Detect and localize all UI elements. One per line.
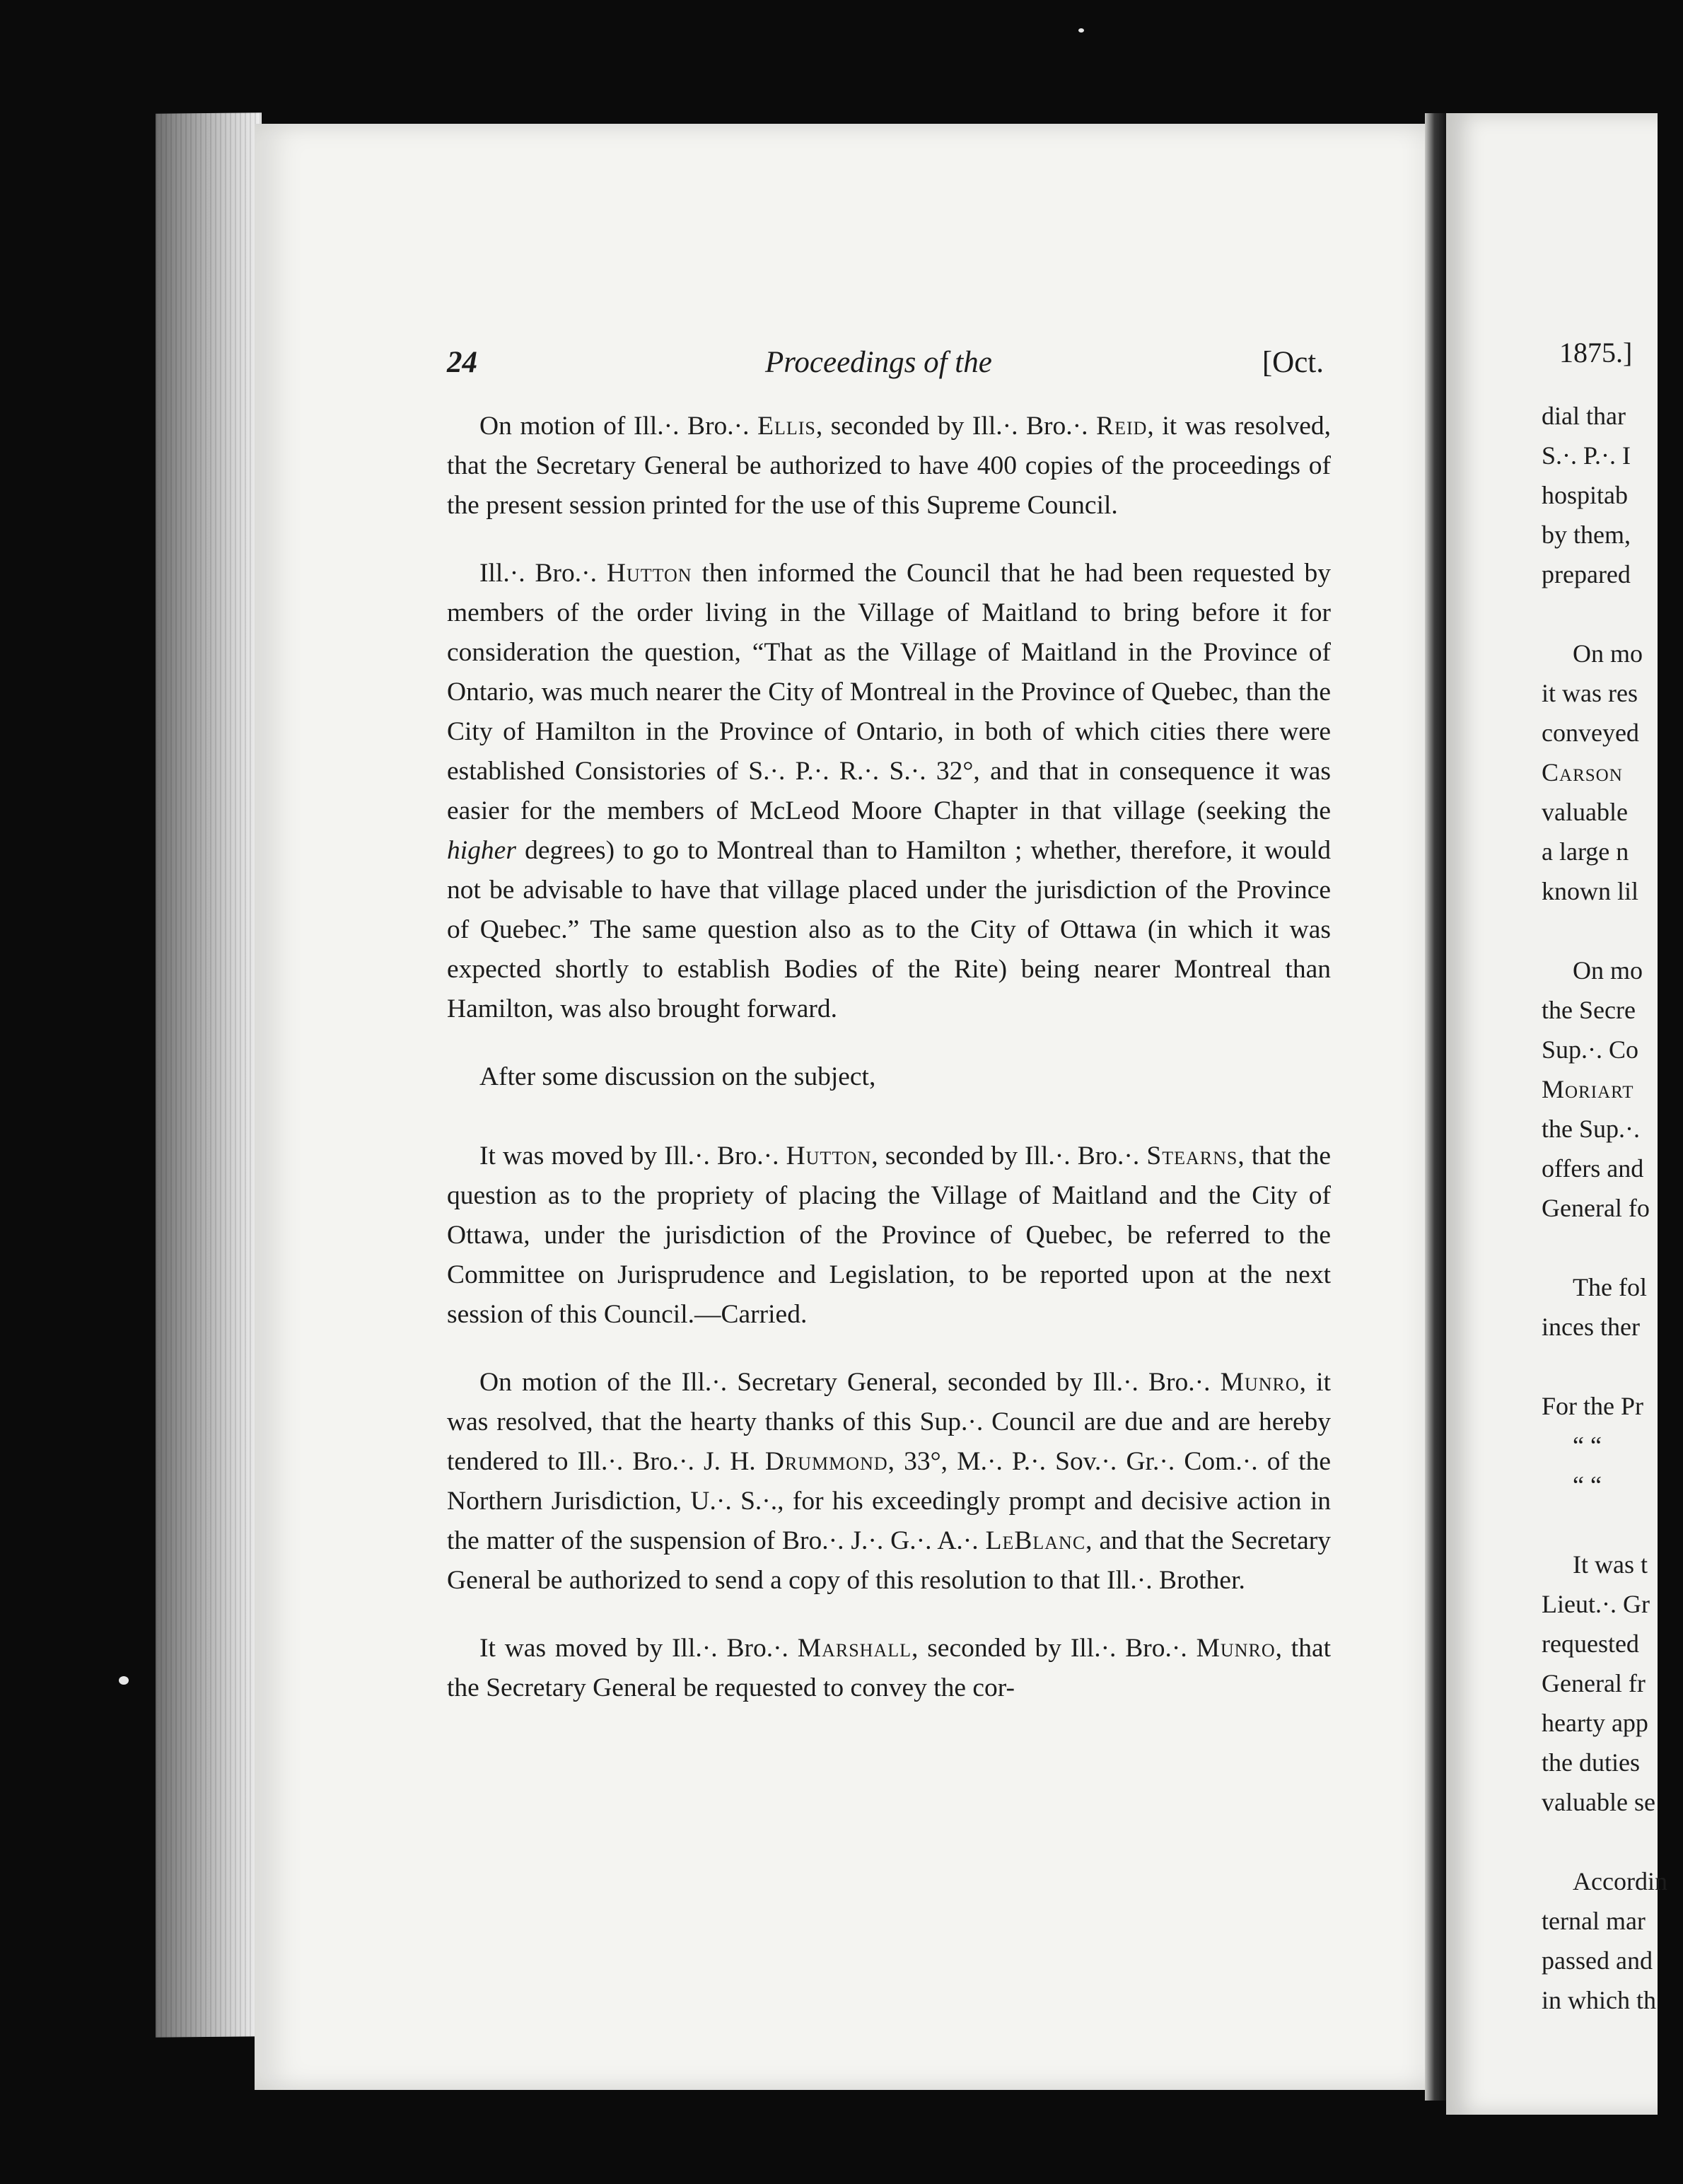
right-line: The fol: [1573, 1273, 1647, 1301]
right-line: known lil: [1542, 877, 1639, 905]
right-line: hearty app: [1542, 1709, 1648, 1737]
right-line: the Sup.·.: [1542, 1115, 1640, 1143]
right-line: Lieut.·. Gr: [1542, 1590, 1650, 1618]
right-line: General fo: [1542, 1194, 1650, 1222]
right-line: the Secre: [1542, 996, 1636, 1024]
right-line: in which th: [1542, 1986, 1656, 2014]
running-head: [447, 345, 1324, 388]
right-line: inces ther: [1542, 1313, 1640, 1341]
paragraph-3: After some discussion on the subject,: [479, 1062, 876, 1091]
right-line: On mo: [1573, 956, 1643, 984]
book-gutter: [1425, 113, 1446, 2101]
dust-speck: [119, 1676, 129, 1685]
paragraph-5: On motion of the Ill.·. Secretary General, seconded by Ill.·. Bro.·. Munro, it was resolved, that the hearty thanks of this Sup.·. Council are due and are hereby tendered to Ill.·. Bro.·. J. H. Drummond, 33°, M.·. P.·. Sov.·. Gr.·. Com.·. of the Northern Jurisdiction, U.·. S.·., for his exceedingly prompt and decisive action in the matter of the suspension of Bro.·. J.·. G.·. A.·. LeBlanc, and that the Secretary General be authorized to send a copy of this resolution to that Ill.·. Brother.: [447, 1368, 1331, 1595]
right-line: valuable se: [1542, 1788, 1655, 1816]
right-line: “ “: [1573, 1431, 1602, 1460]
dust-speck: [1078, 28, 1084, 33]
book-page-edges: [156, 112, 262, 2038]
paragraph-6: It was moved by Ill.·. Bro.·. Marshall, seconded by Ill.·. Bro.·. Munro, that the Secretary General be requested to convey the cor-: [447, 1634, 1332, 1702]
right-line: by them,: [1542, 521, 1631, 549]
right-line: For the Pr: [1542, 1392, 1643, 1420]
right-line: ternal mar: [1542, 1907, 1646, 1935]
running-month: [Oct.: [1262, 346, 1324, 379]
right-line: it was res: [1542, 679, 1638, 707]
right-line: Moriart: [1542, 1075, 1634, 1103]
paragraph-1: On motion of Ill.·. Bro.·. Ellis, seconded by Ill.·. Bro.·. Reid, it was resolved, that the Secretary General be authorized to have 400 copies of the proceedings of the present session printed for the use of this Supreme Council.: [447, 412, 1331, 520]
right-line: Carson: [1542, 758, 1623, 786]
right-line: passed and: [1542, 1946, 1653, 1975]
right-line: requested: [1542, 1630, 1639, 1658]
right-line: a large n: [1542, 837, 1629, 866]
running-title: Proceedings of the: [765, 346, 992, 379]
right-line: valuable: [1542, 798, 1628, 826]
right-line: the duties: [1542, 1748, 1640, 1777]
page-number: 24: [447, 346, 477, 379]
paragraph-2: Ill.·. Bro.·. Hutton then informed the Council that he had been requested by members of the order living in the Village of Maitland to bring before it for consideration the question, “That as the Village of Maitland in the Province of Ontario, was much nearer the City of Montreal in the Province of Quebec, than the City of Hamilton in the Province of Ontario, in both of which cities there were established Consistories of S.·. P.·. R.·. S.·. 32°, and that in consequence it was easier for the members of McLeod Moore Chapter in that village (seeking the higher degrees) to go to Montreal than to Hamilton ; whether, therefore, it would not be advisable to have that village placed under the jurisdiction of the Province of Quebec.” The same question also as to the City of Ottawa (in which it was expected shortly to establish Bodies of the Rite) being nearer Montreal than Hamilton, was also brought forward.: [447, 559, 1331, 1023]
paragraph-4: It was moved by Ill.·. Bro.·. Hutton, seconded by Ill.·. Bro.·. Stearns, that the question as to the propriety of placing the Village of Maitland and the City of Ottawa, under the jurisdiction of the Province of Quebec, be referred to the Committee on Jurisprudence and Legislation, to be reported upon at the next session of this Council.—Carried.: [447, 1142, 1332, 1329]
right-line: S.·. P.·. I: [1542, 441, 1631, 470]
right-line: conveyed: [1542, 719, 1639, 747]
right-page-fragments: [1542, 396, 1683, 2020]
right-line: General fr: [1542, 1669, 1646, 1697]
right-line: It was t: [1573, 1550, 1648, 1579]
left-page-body: [447, 407, 1331, 1736]
right-line: Sup.·. Co: [1542, 1035, 1639, 1064]
right-line: dial thar: [1542, 402, 1626, 430]
right-line: On mo: [1573, 639, 1643, 668]
right-page-year: 1875.]: [1559, 337, 1633, 368]
right-line: Accordin: [1573, 1867, 1667, 1895]
right-line: prepared: [1542, 560, 1631, 588]
right-line: “ “: [1573, 1471, 1602, 1499]
right-line: hospitab: [1542, 481, 1628, 509]
right-line: offers and: [1542, 1154, 1644, 1183]
